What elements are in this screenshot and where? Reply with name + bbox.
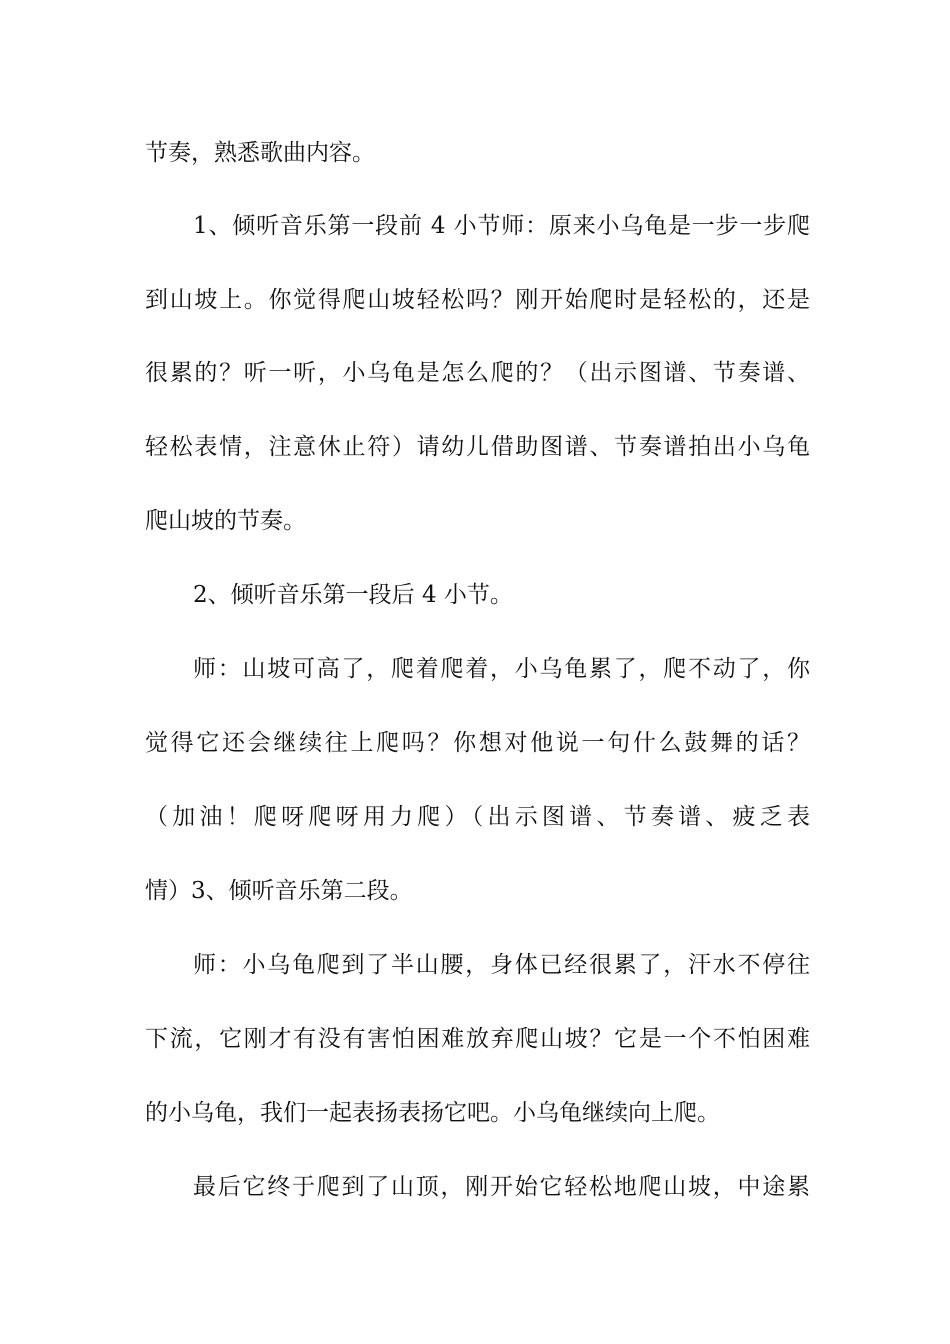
text-line-4: 很累的？听一听，小乌龟是怎么爬的？（出示图谱、节奏谱、 (145, 360, 810, 386)
text-line-13: 下流，它刚才有没有害怕困难放弃爬山坡？它是一个不怕困难 (145, 1026, 810, 1052)
text-line-9: 觉得它还会继续往上爬吗？你想对他说一句什么鼓舞的话？ (145, 730, 810, 756)
text-line-3: 到山坡上。你觉得爬山坡轻松吗？刚开始爬时是轻松的，还是 (145, 287, 810, 313)
text-line-7: 2、倾听音乐第一段后 4 小节。 (193, 582, 513, 608)
text-line-8: 师：山坡可高了，爬着爬着，小乌龟累了，爬不动了，你 (193, 656, 810, 682)
text-line-1: 节奏，熟悉歌曲内容。 (145, 140, 375, 166)
text-line-14: 的小乌龟，我们一起表扬表扬它吧。小乌龟继续向上爬。 (145, 1100, 720, 1126)
text-line-6: 爬山坡的节奏。 (145, 508, 306, 534)
text-line-10: （加油！爬呀爬呀用力爬）（出示图谱、节奏谱、疲乏表 (145, 804, 810, 830)
text-line-2: 1、倾听音乐第一段前 4 小节师：原来小乌龟是一步一步爬 (193, 213, 810, 239)
text-line-15: 最后它终于爬到了山顶，刚开始它轻松地爬山坡，中途累 (193, 1174, 810, 1200)
text-line-12: 师：小乌龟爬到了半山腰，身体已经很累了，汗水不停往 (193, 952, 810, 978)
text-line-11: 情）3、倾听音乐第二段。 (145, 878, 413, 904)
text-line-5: 轻松表情，注意休止符）请幼儿借助图谱、节奏谱拍出小乌龟 (145, 434, 810, 460)
